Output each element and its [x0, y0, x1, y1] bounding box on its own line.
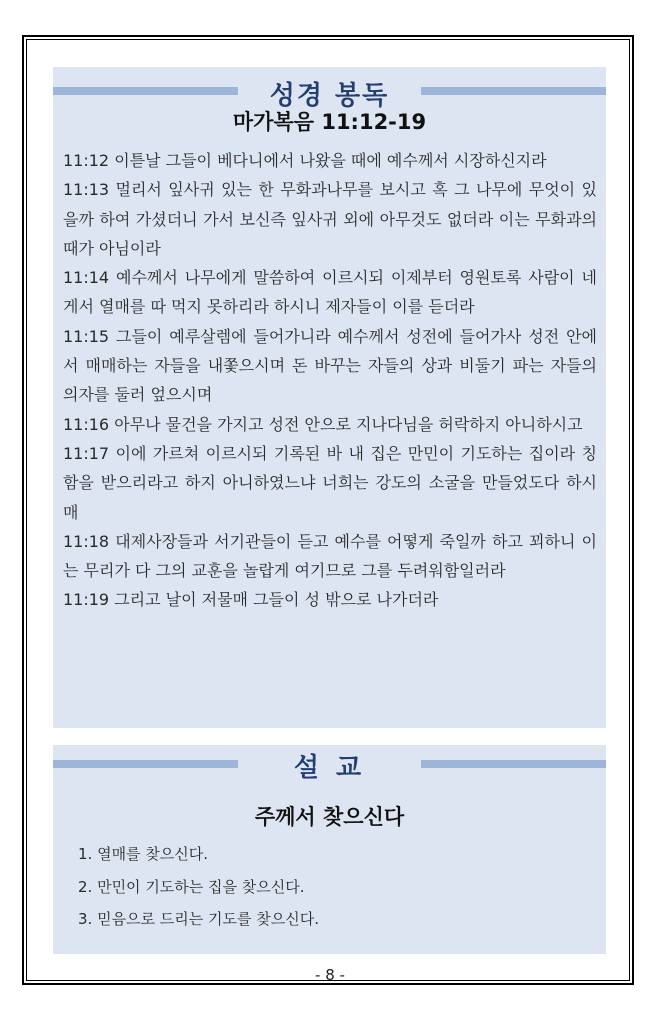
sermon-point: 3. 믿음으로 드리는 기도를 찾으신다. — [78, 910, 320, 928]
verse-list — [63, 146, 597, 615]
verse: 11:12 이튿날 그들이 베다니에서 나왔을 때에 예수께서 시장하신지라 — [63, 151, 547, 170]
sermon-point: 2. 만민이 기도하는 집을 찾으신다. — [78, 877, 305, 896]
sermon-point: 1. 열매를 찾으신다. — [78, 845, 209, 863]
sermon-section — [53, 745, 606, 954]
sermon-title: 주께서 찾으신다 — [254, 805, 405, 829]
verse: 11:13 멀리서 잎사귀 있는 한 무화과나무를 보시고 혹 그 나무에 무엇이 있을까 하여 가셨더니 가서 보신즉 잎사귀 외에 아무것도 없더라 이는 무화과의 때가 아님이라 — [63, 180, 597, 258]
section-title: 성경 봉독 — [269, 81, 390, 111]
page-number: - 8 - — [315, 966, 345, 984]
verse: 11:14 예수께서 나무에게 말씀하여 이르시되 이제부터 영원토록 사람이 네게서 열매를 따 먹지 못하리라 하시니 제자들이 이를 듣더라 — [63, 268, 597, 317]
verse: 11:15 그들이 예루살렘에 들어가니라 예수께서 성전에 들어가사 성전 안에서 매매하는 자들을 내쫓으시며 돈 바꾸는 자들의 상과 비둘기 파는 자들의 의자를 둘러 엎으시며 — [63, 326, 597, 405]
scripture-reference: 마가복음 11:12-19 — [232, 110, 427, 134]
sermon-points — [78, 843, 319, 941]
verse: 11:19 그리고 날이 저물매 그들이 성 밖으로 나가더라 — [63, 590, 439, 610]
verse: 11:17 이에 가르쳐 이르시되 기록된 바 내 집은 만민이 기도하는 집이라 칭함을 받으리라고 하지 아니하였느냐 너희는 강도의 소굴을 만들었도다 하시매 — [63, 443, 597, 522]
verse: 11:16 아무나 물건을 가지고 성전 안으로 지나다님을 허락하지 아니하시고 — [63, 414, 583, 434]
scripture-reading-section — [53, 67, 606, 728]
section-title: 설 교 — [293, 753, 366, 783]
verse: 11:18 대제사장들과 서기관들이 듣고 예수를 어떻게 죽일까 하고 꾀하니 이는 무리가 다 그의 교훈을 놀랍게 여기므로 그를 두려워함일러라 — [63, 531, 597, 581]
